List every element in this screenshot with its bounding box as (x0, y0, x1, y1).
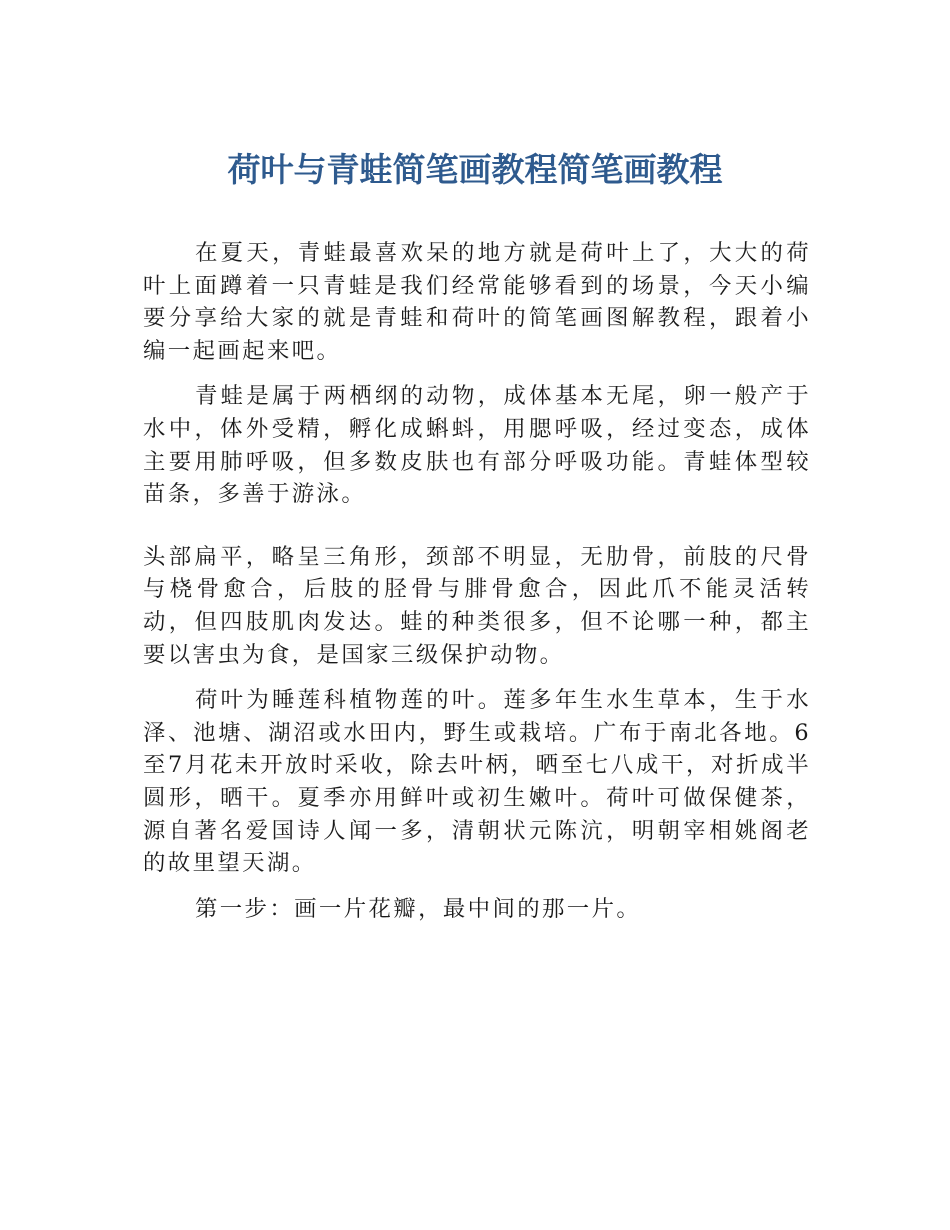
paragraph-frog-biology: 青蛙是属于两栖纲的动物，成体基本无尾，卵一般产于水中，体外受精，孵化成蝌蚪，用腮呼吸，经过变态，成体主要用肺呼吸，但多数皮肤也有部分呼吸功能。青蛙体型较苗条，多善于游泳。 (143, 383, 811, 508)
document-title: 荷叶与青蛙简笔画教程简笔画教程 (227, 150, 723, 189)
paragraph-lotus-leaf: 荷叶为睡莲科植物莲的叶。莲多年生水生草本，生于水泽、池塘、湖沼或水田内，野生或栽培。广布于南北各地。6至7月花未开放时采收，除去叶柄，晒至七八成干，对折成半圆形，晒干。夏季亦用鲜叶或初生嫩叶。荷叶可做保健茶，源自著名爱国诗人闻一多，清朝状元陈沆，明朝宰相姚阁老的故里望天湖。 (143, 687, 811, 877)
paragraph-frog-anatomy: 头部扁平，略呈三角形，颈部不明显，无肋骨，前肢的尺骨与桡骨愈合，后肢的胫骨与腓骨愈合，因此爪不能灵活转动，但四肢肌肉发达。蛙的种类很多，但不论哪一种，都主要以害虫为食，是国家三级保护动物。 (143, 543, 811, 668)
paragraph-intro: 在夏天，青蛙最喜欢呆的地方就是荷叶上了，大大的荷叶上面蹲着一只青蛙是我们经常能够看到的场景，今天小编要分享给大家的就是青蛙和荷叶的简笔画图解教程，跟着小编一起画起来吧。 (143, 240, 811, 364)
paragraph-step-one: 第一步：画一片花瓣，最中间的那一片。 (194, 895, 642, 922)
document-body (143, 237, 811, 938)
